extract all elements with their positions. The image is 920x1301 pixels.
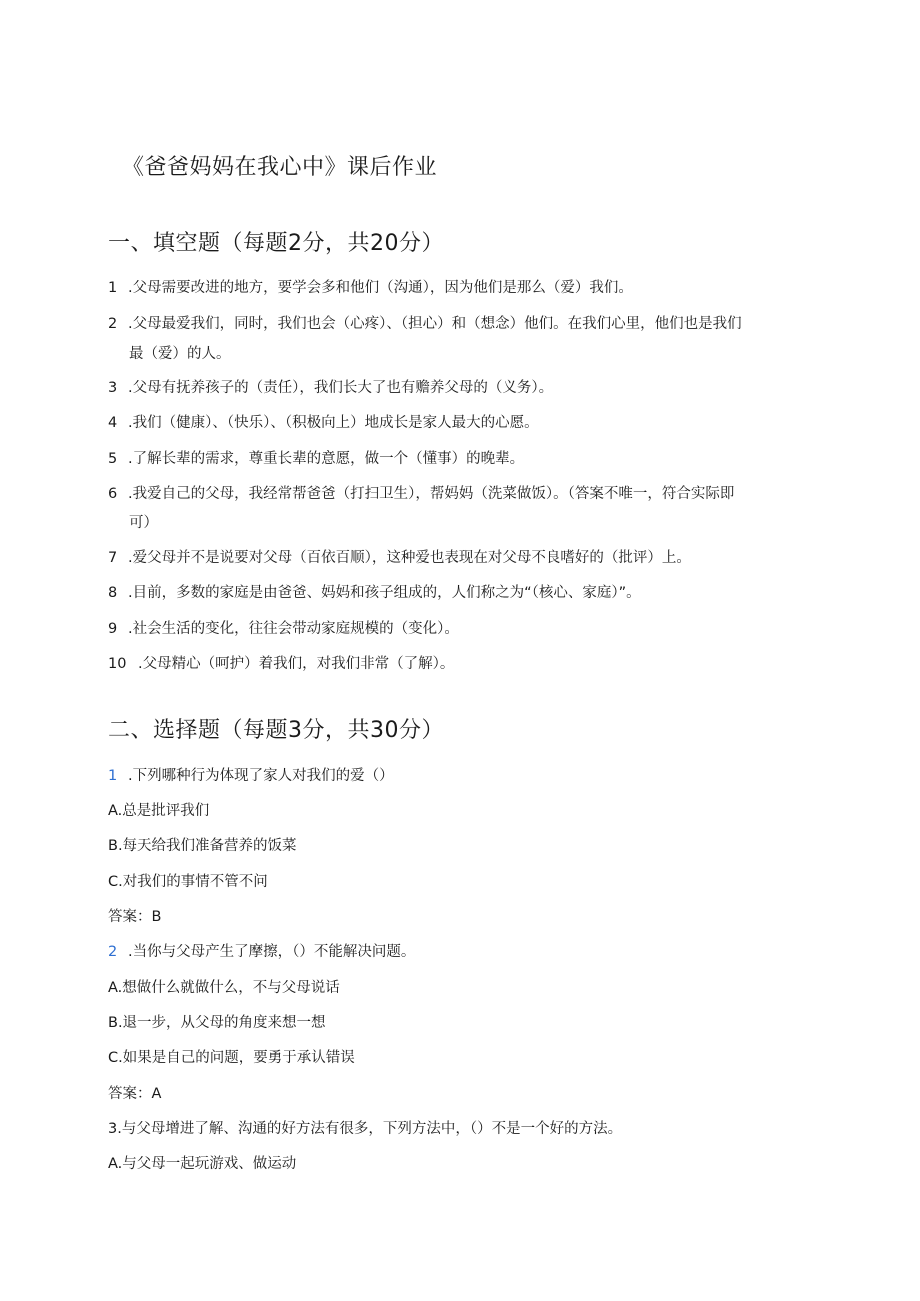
item-number: 9 bbox=[108, 621, 118, 637]
list-item bbox=[108, 652, 454, 673]
question-text: .当你与父母产生了摩擦，（）不能解决问题。 bbox=[128, 944, 416, 960]
section-heading-multiple-choice: 二、选择题（每题3分，共30分） bbox=[108, 718, 444, 743]
option-a: A.与父母一起玩游戏、做运动 bbox=[108, 1156, 297, 1172]
list-item bbox=[108, 411, 539, 432]
item-number: 6 bbox=[108, 486, 118, 502]
question: 3.与父母增进了解、沟通的好方法有很多，下列方法中，（）不是一个好的方法。 bbox=[108, 1121, 623, 1137]
question bbox=[108, 940, 415, 961]
item-text: .社会生活的变化，往往会带动家庭规模的（变化）。 bbox=[128, 621, 459, 637]
item-number: 5 bbox=[108, 451, 118, 467]
list-item bbox=[108, 482, 734, 503]
item-text: .我爱自己的父母，我经常帮爸爸（打扫卫生），帮妈妈（洗菜做饭）。（答案不唯一，符合实际即 bbox=[128, 486, 735, 502]
item-number: 2 bbox=[108, 316, 118, 332]
list-item bbox=[108, 376, 553, 397]
list-item bbox=[108, 312, 742, 333]
item-number: 10 bbox=[108, 656, 127, 672]
answer-text: 答案：A bbox=[108, 1086, 162, 1102]
item-number: 4 bbox=[108, 415, 118, 431]
option-b: B.每天给我们准备营养的饭菜 bbox=[108, 838, 297, 854]
option-a: A.想做什么就做什么，不与父母说话 bbox=[108, 980, 340, 996]
question-number: 1 bbox=[108, 768, 118, 784]
item-number: 1 bbox=[108, 280, 118, 296]
option-c: C.如果是自己的问题，要勇于承认错误 bbox=[108, 1050, 355, 1066]
option-a: A.总是批评我们 bbox=[108, 803, 210, 819]
item-text: .父母需要改进的地方，要学会多和他们（沟通），因为他们是那么（爱）我们。 bbox=[128, 280, 633, 296]
item-number: 3 bbox=[108, 380, 118, 396]
item-continuation: 最（爱）的人。 bbox=[129, 346, 231, 362]
document-title: 《爸爸妈妈在我心中》课后作业 bbox=[122, 155, 438, 180]
item-number: 7 bbox=[108, 550, 118, 566]
question-text: .下列哪种行为体现了家人对我们的爱（） bbox=[128, 768, 394, 784]
list-item bbox=[108, 617, 459, 638]
list-item bbox=[108, 447, 524, 468]
option-c: C.对我们的事情不管不问 bbox=[108, 874, 268, 890]
item-text: .我们（健康）、（快乐）、（积极向上）地成长是家人最大的心愿。 bbox=[128, 415, 539, 431]
item-text: .了解长辈的需求，尊重长辈的意愿，做一个（懂事）的晚辈。 bbox=[128, 451, 525, 467]
option-b: B.退一步，从父母的角度来想一想 bbox=[108, 1015, 326, 1031]
list-item bbox=[108, 546, 691, 567]
item-text: .父母最爱我们，同时，我们也会（心疼）、（担心）和（想念）他们。在我们心里，他们也是我们 bbox=[128, 316, 742, 332]
item-text: .爱父母并不是说要对父母（百依百顺），这种爱也表现在对父母不良嗜好的（批评）上。 bbox=[128, 550, 691, 566]
item-number: 8 bbox=[108, 585, 118, 601]
item-text: .父母有抚养孩子的（责任），我们长大了也有赡养父母的（义务）。 bbox=[128, 380, 554, 396]
list-item bbox=[108, 276, 633, 297]
section-heading-fill-blank: 一、填空题（每题2分，共20分） bbox=[108, 231, 444, 256]
list-item bbox=[108, 581, 641, 602]
item-continuation: 可） bbox=[129, 515, 158, 531]
answer-text: 答案：B bbox=[108, 909, 162, 925]
item-text: .父母精心（呵护）着我们，对我们非常（了解）。 bbox=[138, 656, 455, 672]
question-number: 2 bbox=[108, 944, 118, 960]
item-text: .目前，多数的家庭是由爸爸、妈妈和孩子组成的，人们称之为“（核心、家庭）”。 bbox=[128, 585, 641, 601]
question bbox=[108, 764, 394, 785]
